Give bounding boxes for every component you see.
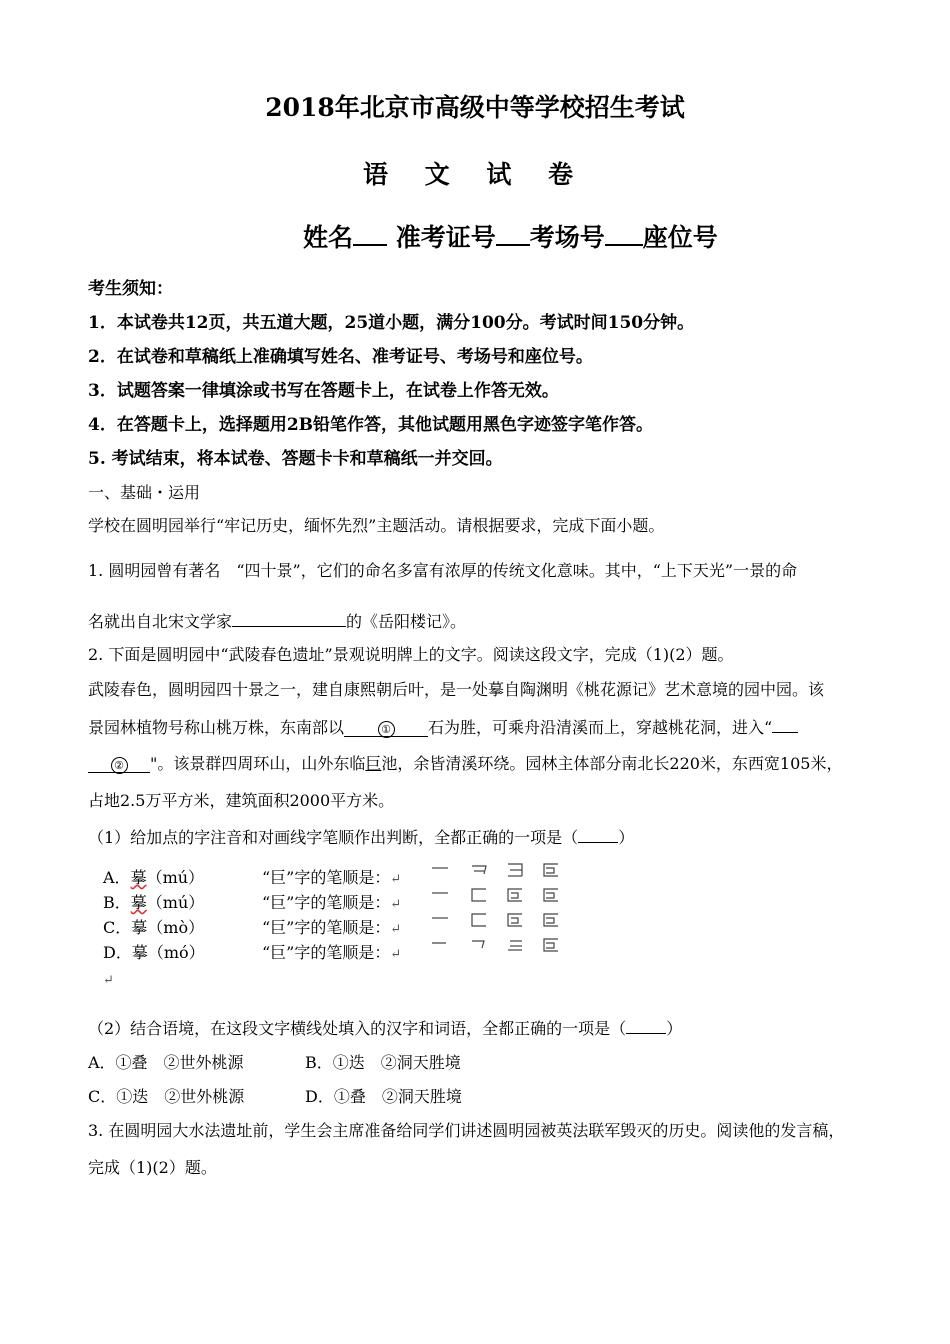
- blank-1[interactable]: ①: [344, 718, 428, 737]
- option-c[interactable]: C．摹（mò）: [103, 918, 205, 937]
- notice-item: 1．本试卷共12页，共五道大题，25道小题，满分100分。考试时间150分钟。: [88, 313, 695, 333]
- room-number-blank: [605, 224, 643, 246]
- seat-number-label: 座位号: [642, 223, 718, 252]
- name-blank: [353, 224, 387, 246]
- stroke-d-3: [508, 941, 522, 950]
- exam-subtitle: 语 文 试 卷: [362, 160, 588, 189]
- notice-item: 2．在试卷和草稿纸上准确填写姓名、准考证号、考场号和座位号。: [88, 347, 593, 367]
- notice-item: 4．在答题卡上，选择题用2B铅笔作答，其他试题用黑色字迹签字笔作答。: [88, 415, 654, 435]
- option-d[interactable]: D．摹（mó）: [103, 943, 205, 962]
- stroke-b-3: [508, 889, 522, 901]
- stroke-b-2: [472, 889, 486, 901]
- stroke-order-figures: [432, 862, 572, 962]
- blank-2-start[interactable]: [772, 714, 798, 733]
- stroke-a-2: [472, 866, 486, 874]
- option-b[interactable]: B．摹（mú）: [103, 893, 205, 912]
- q2-passage-line: 武陵春色，圆明园四十景之一，建自康熙朝后叶，是一处摹自陶渊明《桃花源记》艺术意境的园中园。该: [88, 680, 825, 699]
- notice-heading: 考生须知：: [88, 279, 173, 299]
- stroke-label: “巨”字的笔顺是：↵: [262, 868, 402, 887]
- stroke-a-4: [544, 864, 558, 876]
- stroke-c-4: [544, 914, 558, 926]
- exam-title: 2018年北京市高级中等学校招生考试: [265, 93, 685, 122]
- stroke-label: “巨”字的笔顺是：↵: [262, 918, 402, 937]
- stroke-a-3: [508, 864, 522, 876]
- sub1-answer-blank[interactable]: [578, 824, 618, 843]
- q2-sub1: （1）给加点的字注音和对画线字笔顺作出判断，全都正确的一项是（ ）: [88, 824, 634, 848]
- stroke-c-2: [472, 914, 486, 926]
- choice-a[interactable]: A．①叠 ②世外桃源: [88, 1053, 244, 1072]
- q2-passage-line: 占地2.5万平方米，建筑面积2000平方米。: [88, 791, 395, 810]
- stroke-label: “巨”字的笔顺是：↵: [262, 893, 402, 912]
- choice-d[interactable]: D．①叠 ②洞天胜境: [305, 1087, 462, 1106]
- stroke-label: “巨”字的笔顺是：↵: [262, 943, 402, 962]
- exam-number-label: 准考证号: [395, 223, 496, 252]
- notice-item: 3．试题答案一律填涂或书写在答题卡上，在试卷上作答无效。: [88, 381, 559, 401]
- exam-number-blank: [496, 224, 530, 246]
- choice-c[interactable]: C．①迭 ②世外桃源: [88, 1087, 245, 1106]
- q1-line: 1. 圆明园曾有著名 “四十景”，它们的命名多富有浓厚的传统文化意味。其中，“上下天光”一景的命: [88, 561, 798, 580]
- candidate-info-line: [303, 218, 718, 254]
- stroke-b-4: [544, 889, 558, 901]
- stroke-d-2: [472, 941, 484, 948]
- q3-line: 3. 在圆明园大水法遗址前，学生会主席准备给同学们讲述圆明园被英法联军毁灭的历史。阅读他的发言稿，: [88, 1121, 845, 1140]
- notice-item: 5. 考试结束，将本试卷、答题卡卡和草稿纸一并交回。: [88, 449, 503, 469]
- return-mark: ↵: [103, 973, 114, 988]
- q2-intro: 2. 下面是圆明园中“武陵春色遗址”景观说明牌上的文字。阅读这段文字，完成（1)(2）题。: [88, 645, 734, 664]
- stroke-d-4: [544, 939, 558, 951]
- q2-passage-line: 景园林植物号称山桃万株，东南部以 ① 石为胜，可乘舟沿清溪而上，穿越桃花洞，进入“: [88, 714, 798, 738]
- underlined-char: 巨: [365, 754, 382, 773]
- section-heading: 一、基础・运用: [88, 483, 201, 502]
- blank-2[interactable]: ②: [88, 754, 150, 773]
- q3-line: 完成（1)(2）题。: [88, 1158, 217, 1177]
- room-number-label: 考场号: [529, 223, 605, 252]
- section-intro: 学校在圆明园举行“牢记历史，缅怀先烈”主题活动。请根据要求，完成下面小题。: [88, 516, 665, 535]
- q1-answer-blank[interactable]: [232, 608, 346, 627]
- stroke-c-3: [508, 914, 522, 926]
- choice-b[interactable]: B．①迭 ②洞天胜境: [305, 1053, 461, 1072]
- sub2-answer-blank[interactable]: [626, 1015, 666, 1034]
- name-label: 姓名: [303, 223, 354, 252]
- q1-line: 名就出自北宋文学家 的《岳阳楼记》。: [88, 608, 466, 632]
- q2-sub2: （2）结合语境，在这段文字横线处填入的汉字和词语，全都正确的一项是（ ）: [88, 1015, 682, 1039]
- q2-passage-line: ② "。该景群四周环山，山外东临巨池，余皆清溪环绕。园林主体部分南北长220米，东西宽105米，: [88, 751, 842, 774]
- option-a[interactable]: A．摹（mú）: [103, 868, 205, 887]
